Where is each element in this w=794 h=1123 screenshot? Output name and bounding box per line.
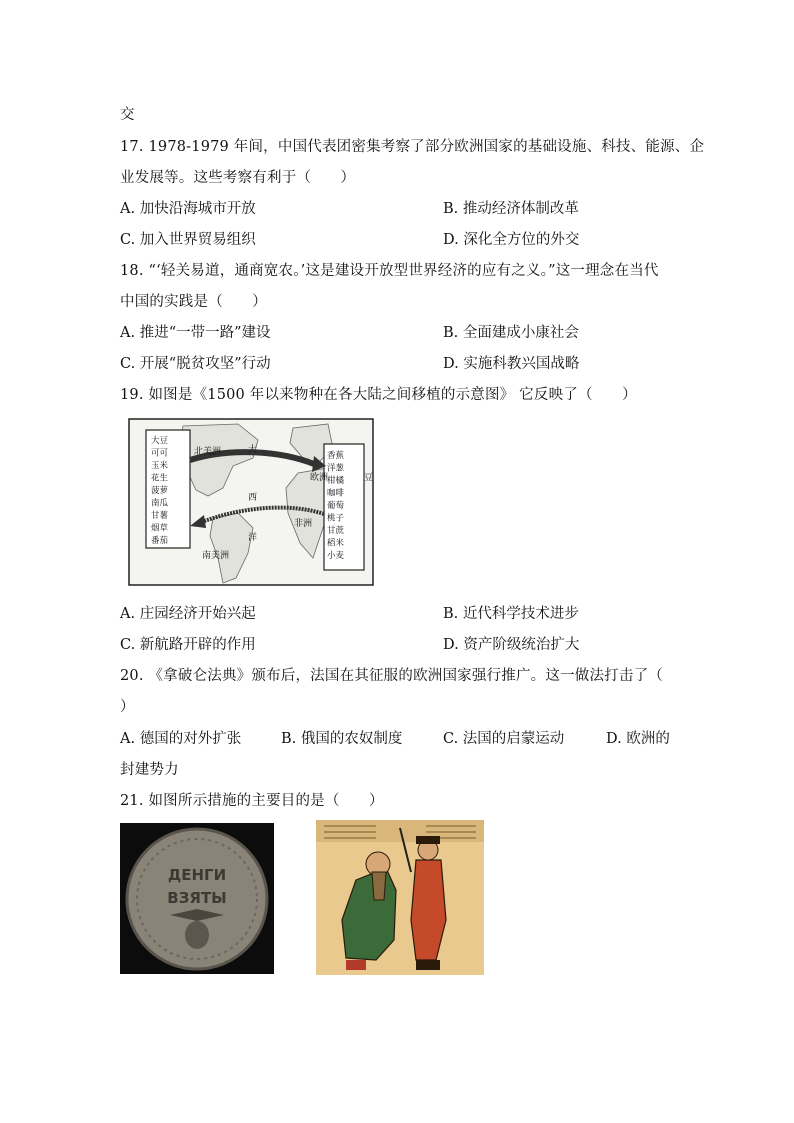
q17-option-a: A. 加快沿海城市开放 bbox=[120, 201, 256, 217]
map-crop-label: 番茄 bbox=[151, 536, 169, 546]
map-label-north-america: 北美洲 bbox=[194, 447, 222, 457]
q19-option-d: D. 资产阶级统治扩大 bbox=[443, 637, 580, 653]
map-crop-label: 甘薯 bbox=[151, 511, 169, 521]
map-crop-label: 咖啡 bbox=[327, 488, 345, 499]
map-crop-label: 菠萝 bbox=[151, 486, 169, 496]
q20-stem-line2: ） bbox=[120, 699, 135, 715]
q20-option-d-continued: 封建势力 bbox=[120, 762, 179, 778]
map-crop-label: 小麦 bbox=[327, 551, 345, 561]
map-crop-label: 甘蔗 bbox=[327, 526, 345, 536]
map-crop-label: 可可 bbox=[151, 448, 169, 459]
coin-text-2: ВЗЯТЫ bbox=[167, 889, 227, 907]
map-label-south-america: 南美洲 bbox=[202, 551, 230, 561]
beard-cutting-woodcut-image bbox=[316, 820, 484, 975]
q20-option-d: D. 欧洲的 bbox=[606, 731, 670, 747]
q20-option-a: A. 德国的对外扩张 bbox=[120, 731, 242, 747]
q19-stem: 19. 如图是《1500 年以来物种在各大陆之间移植的示意图》 它反映了（ ） bbox=[120, 387, 637, 403]
q19-option-b: B. 近代科学技术进步 bbox=[443, 606, 579, 622]
q18-stem-line1: 18. “‘轻关易道，通商宽农。’这是建设开放型世界经济的应有之义。”这一理念在当代 bbox=[120, 263, 659, 279]
map-label-europe: 欧洲 bbox=[310, 473, 329, 483]
q18-option-c: C. 开展“脱贫攻坚”行动 bbox=[120, 356, 271, 372]
q21-stem: 21. 如图所示措施的主要目的是（ ） bbox=[120, 793, 384, 809]
q20-option-b: B. 俄国的农奴制度 bbox=[281, 731, 403, 747]
q17-option-b: B. 推动经济体制改革 bbox=[443, 201, 579, 217]
species-migration-map bbox=[128, 418, 374, 586]
map-crop-label: 洋葱 bbox=[327, 463, 345, 474]
coin-text-1: ДЕНГИ bbox=[167, 866, 227, 884]
q17-stem-line2: 业发展等。这些考察有利于（ ） bbox=[120, 170, 356, 186]
fragment-text: 交 bbox=[120, 107, 135, 123]
q20-option-c: C. 法国的启蒙运动 bbox=[443, 731, 565, 747]
map-crop-label: 玉米 bbox=[151, 461, 169, 471]
map-crop-label: 烟草 bbox=[151, 523, 169, 534]
q18-option-d: D. 实施科教兴国战略 bbox=[443, 356, 580, 372]
map-crop-label: 香蕉 bbox=[327, 451, 345, 461]
map-crop-label: 大豆 bbox=[151, 436, 169, 446]
map-crop-label: 花生 bbox=[151, 473, 169, 484]
q17-option-d: D. 深化全方位的外交 bbox=[443, 232, 580, 248]
map-crop-label: 柑橘 bbox=[327, 476, 345, 486]
map-label-africa: 非洲 bbox=[294, 519, 313, 529]
map-label-ocean-1: 大 bbox=[248, 445, 258, 455]
q20-stem-line1: 20. 《拿破仑法典》颁布后，法国在其征服的欧洲国家强行推广。这一做法打击了（ bbox=[120, 668, 663, 684]
map-label-ocean-2: 西 bbox=[248, 493, 258, 503]
map-crop-label: 南瓜 bbox=[151, 498, 169, 509]
q17-option-c: C. 加入世界贸易组织 bbox=[120, 232, 256, 248]
map-crop-label: 稻米 bbox=[327, 538, 345, 549]
map-crop-label: 桃子 bbox=[327, 513, 345, 524]
q19-option-c: C. 新航路开辟的作用 bbox=[120, 637, 256, 653]
q17-stem-line1: 17. 1978-1979 年间，中国代表团密集考察了部分欧洲国家的基础设施、科技、能源、企 bbox=[120, 139, 705, 155]
q18-option-a: A. 推进“一带一路”建设 bbox=[120, 325, 271, 341]
map-label-ocean-3: 洋 bbox=[248, 533, 258, 543]
map-crop-label: 葡萄 bbox=[327, 501, 345, 511]
q18-stem-line2: 中国的实践是（ ） bbox=[120, 294, 267, 310]
q19-option-a: A. 庄园经济开始兴起 bbox=[120, 606, 256, 622]
beard-token-coin-image bbox=[120, 823, 274, 974]
q18-option-b: B. 全面建成小康社会 bbox=[443, 325, 579, 341]
map-label-extra: 豆 bbox=[364, 473, 374, 483]
